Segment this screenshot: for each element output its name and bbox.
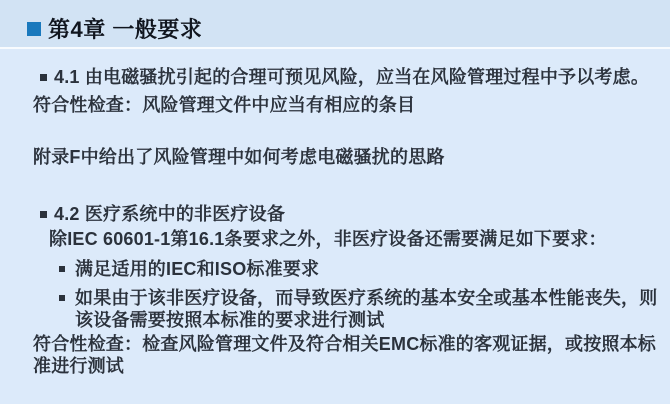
bullet-item-4-1: [40, 66, 670, 88]
bullet-item-text: 满足适用的IEC和ISO标准要求: [75, 259, 320, 279]
paragraph-text: 符合性检查：风险管理文件中应当有相应的条目: [33, 95, 416, 115]
compliance-check-line-2: [33, 333, 657, 377]
paragraph-text: 符合性检查：检查风险管理文件及符合相关EMC标准的客观证据，或按照本标准进行测试: [33, 334, 656, 376]
bullet-item-4-2: [40, 203, 670, 225]
bullet-square-icon: [59, 295, 65, 301]
sub-bullet-non-medical-device: [58, 287, 670, 331]
title-bullet-square-icon: [27, 22, 41, 36]
bullet-item-text: 4.1 由电磁骚扰引起的合理可预见风险，应当在风险管理过程中予以考虑。: [54, 67, 650, 87]
iec-requirement-line: [49, 228, 655, 250]
paragraph-text: 除IEC 60601-1第16.1条要求之外，非医疗设备还需要满足如下要求：: [49, 229, 607, 249]
header-divider-line: [0, 47, 670, 49]
slide-title-row: [27, 13, 202, 44]
compliance-check-line-1: [33, 94, 655, 116]
bullet-square-icon: [40, 74, 47, 81]
bullet-item-text: 如果由于该非医疗设备，而导致医疗系统的基本安全或基本性能丧失，则该设备需要按照本标准的要求进行测试: [75, 288, 658, 330]
bullet-square-icon: [40, 211, 47, 218]
slide-title: 第4章 一般要求: [48, 17, 203, 42]
bullet-square-icon: [59, 266, 65, 272]
bullet-item-text: 4.2 医疗系统中的非医疗设备: [54, 204, 286, 224]
sub-bullet-iec-iso: [58, 258, 670, 280]
paragraph-text: 附录F中给出了风险管理中如何考虑电磁骚扰的思路: [33, 147, 445, 167]
annex-f-note-line: [33, 146, 655, 168]
